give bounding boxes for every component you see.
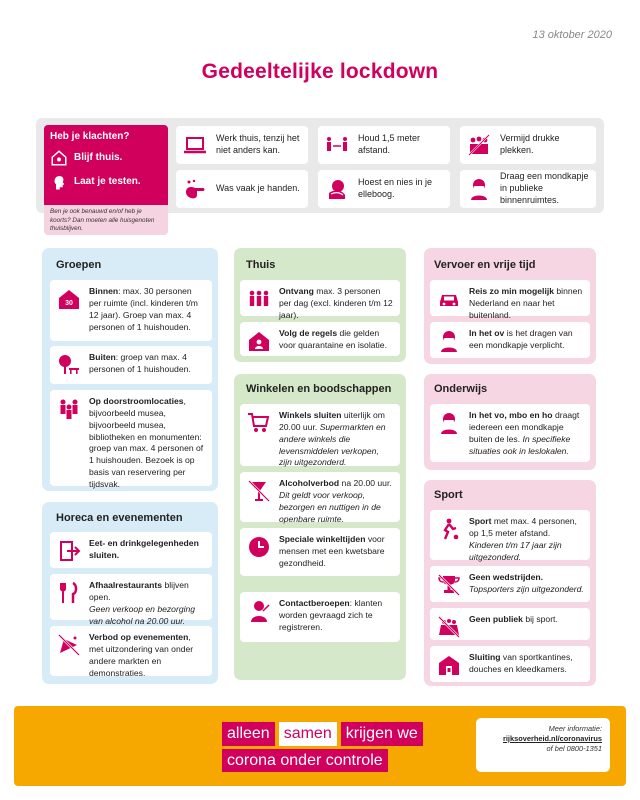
info-url-link[interactable]: rijksoverheid.nl/coronavirus xyxy=(503,733,602,743)
groepen-item-buiten xyxy=(50,346,212,384)
handwash-icon xyxy=(182,176,208,202)
slogan xyxy=(222,722,423,775)
cutlery-icon xyxy=(56,580,82,606)
onderwijs-item-mondkapje xyxy=(430,404,590,462)
stay-home-label: Blijf thuis. xyxy=(74,151,123,163)
guests-icon xyxy=(246,286,272,312)
item-text: Sluiting van sportkantines, douches en kleedkamers. xyxy=(469,652,573,674)
groepen-title: Groepen xyxy=(56,259,102,271)
student-mask-icon xyxy=(436,410,462,436)
item-text: Sport met max. 4 personen, op 1,5 meter afstand. Kinderen t/m 17 jaar zijn uitgezonderd. xyxy=(469,516,577,562)
info-phone: of bel 0800-1351 xyxy=(546,743,602,753)
rule-text: Hoest en nies in je elleboog. xyxy=(358,177,433,199)
slogan-word-alleen: alleen xyxy=(222,722,275,746)
rule-wash-hands xyxy=(176,170,308,208)
rule-text: Houd 1,5 meter afstand. xyxy=(358,133,421,155)
svg-text:30: 30 xyxy=(65,300,73,307)
tree-bench-icon xyxy=(56,352,82,378)
item-text: Speciale winkeltijden voor mensen met een kwetsbare gezondheid. xyxy=(279,534,385,568)
item-text: Verbod op evenementen, met uitzondering van onder andere markten en demonstraties. xyxy=(89,632,194,678)
vervoer-item-ov xyxy=(430,322,590,358)
horeca-title: Horeca en evenementen xyxy=(56,512,183,524)
vervoer-title: Vervoer en vrije tijd xyxy=(434,259,536,271)
item-text: In het vo, mbo en ho draagt iedereen een mondkapje buiten de les. In specifieke situaties ook in leslokalen. xyxy=(469,410,580,456)
complaints-question: Heb je klachten? xyxy=(50,131,130,142)
item-text: Buiten: groep van max. 4 personen of 1 huishouden. xyxy=(89,352,191,374)
onderwijs-title: Onderwijs xyxy=(434,383,488,395)
complaints-note: Ben je ook benauwd en/of heb je koorts? Dan moeten alle huisgenoten thuisblijven. xyxy=(50,208,155,232)
sport-item-wedstrijden xyxy=(430,566,590,602)
item-text: Geen wedstrijden. Topsporters zijn uitgezonderd. xyxy=(469,572,584,594)
no-public-icon xyxy=(436,614,462,640)
winkelen-item-alcohol xyxy=(240,472,400,522)
football-icon xyxy=(436,516,462,542)
item-text: Geen publiek bij sport. xyxy=(469,614,558,624)
laptop-icon xyxy=(182,132,208,158)
sport-item-sluiting xyxy=(430,646,590,682)
canteen-icon xyxy=(436,652,462,678)
winkelen-title: Winkelen en boodschappen xyxy=(246,383,392,395)
trophy-icon xyxy=(436,572,462,598)
item-text: Op doorstroomlocaties, bijvoorbeeld musea, bijvoorbeeld musea, bibliotheken en monumenten: groep van max. 4 personen of 1 huishouden. Bezoek is op basis van reservering per tijdsvak. xyxy=(89,396,204,490)
horeca-item-evenementen xyxy=(50,626,212,676)
thuis-item-regels xyxy=(240,322,400,356)
winkelen-item-contactberoepen xyxy=(240,592,400,642)
item-text: In het ov is het dragen van een mondkapje verplicht. xyxy=(469,328,573,350)
complaints-box xyxy=(44,125,168,235)
get-tested-label: Laat je testen. xyxy=(74,175,141,187)
quarantine-house-icon xyxy=(246,328,272,354)
item-text: Eet- en drinkgelegenheden sluiten. xyxy=(89,538,199,560)
rule-mask xyxy=(460,170,596,208)
rule-work-home xyxy=(176,126,308,164)
clock-icon xyxy=(246,534,272,560)
test-person-icon xyxy=(50,173,68,191)
winkelen-item-winkeltijden xyxy=(240,528,400,576)
info-label: Meer informatie: xyxy=(548,724,602,733)
rule-sneeze xyxy=(318,170,450,208)
item-text: Contactberoepen: klanten worden gevraagd zich te registreren. xyxy=(279,598,383,632)
cart-icon xyxy=(246,410,272,436)
distance-icon xyxy=(324,132,350,158)
horeca-item-afhaal xyxy=(50,574,212,626)
page-title: Gedeeltelijke lockdown xyxy=(201,60,439,83)
house-icon xyxy=(50,149,68,167)
item-text: Reis zo min mogelijk binnen Nederland en naar het buitenland. xyxy=(469,286,583,320)
group-icon xyxy=(56,396,82,422)
winkelen-item-sluiten xyxy=(240,404,400,466)
slogan-word-samen: samen xyxy=(279,722,337,746)
rule-crowds xyxy=(460,126,596,164)
groepen-item-binnen xyxy=(50,280,212,341)
car-icon xyxy=(436,286,462,312)
rule-text: Werk thuis, tenzij het niet anders kan. xyxy=(216,133,300,155)
sneeze-icon xyxy=(324,176,350,202)
mask-icon xyxy=(466,176,492,202)
sport-title: Sport xyxy=(434,489,463,501)
item-text: Winkels sluiten uiterlijk om 20.00 uur. Supermarkten en andere winkels die levensmiddelen verkopen, zijn uitgezonderd. xyxy=(279,410,386,468)
ov-mask-icon xyxy=(436,328,462,354)
rule-text: Was vaak je handen. xyxy=(216,183,300,194)
house-30-icon xyxy=(56,286,82,312)
item-text: Ontvang max. 3 personen per dag (excl. kinderen t/m 12 jaar). xyxy=(279,286,393,320)
rule-text: Draag een mondkapje in publieke binnenruimtes. xyxy=(500,171,589,205)
hairdresser-icon xyxy=(246,598,272,624)
horeca-item-sluiten xyxy=(50,532,212,568)
info-box xyxy=(476,718,610,772)
item-text: Alcoholverbod na 20.00 uur. Dit geldt voor verkoop, bezorgen en nuttigen in de openbare ruimte. xyxy=(279,478,392,524)
sport-item-publiek xyxy=(430,608,590,640)
sport-item-sport xyxy=(430,510,590,560)
no-event-icon xyxy=(56,632,82,658)
slogan-word-krijgen-we: krijgen we xyxy=(341,722,423,746)
crowd-icon xyxy=(466,132,492,158)
rule-distance xyxy=(318,126,450,164)
groepen-item-doorstroom xyxy=(50,390,212,490)
item-text: Binnen: max. 30 personen per ruimte (incl. kinderen t/m 12 jaar). Groep van max. 4 personen of 1 huishouden. xyxy=(89,286,198,332)
no-alcohol-icon xyxy=(246,478,272,504)
item-text: Volg de regels die gelden voor quarantaine en isolatie. xyxy=(279,328,387,350)
rule-text: Vermijd drukke plekken. xyxy=(500,133,560,155)
item-text: Afhaalrestaurants blijven open. Geen verkoop en bezorging van alcohol na 20.00 uur. xyxy=(89,580,196,626)
door-exit-icon xyxy=(56,538,82,564)
publication-date: 13 oktober 2020 xyxy=(532,29,612,41)
thuis-title: Thuis xyxy=(246,259,276,271)
slogan-line-2: corona onder controle xyxy=(222,749,388,773)
vervoer-item-reis xyxy=(430,280,590,320)
thuis-item-ontvang xyxy=(240,280,400,320)
